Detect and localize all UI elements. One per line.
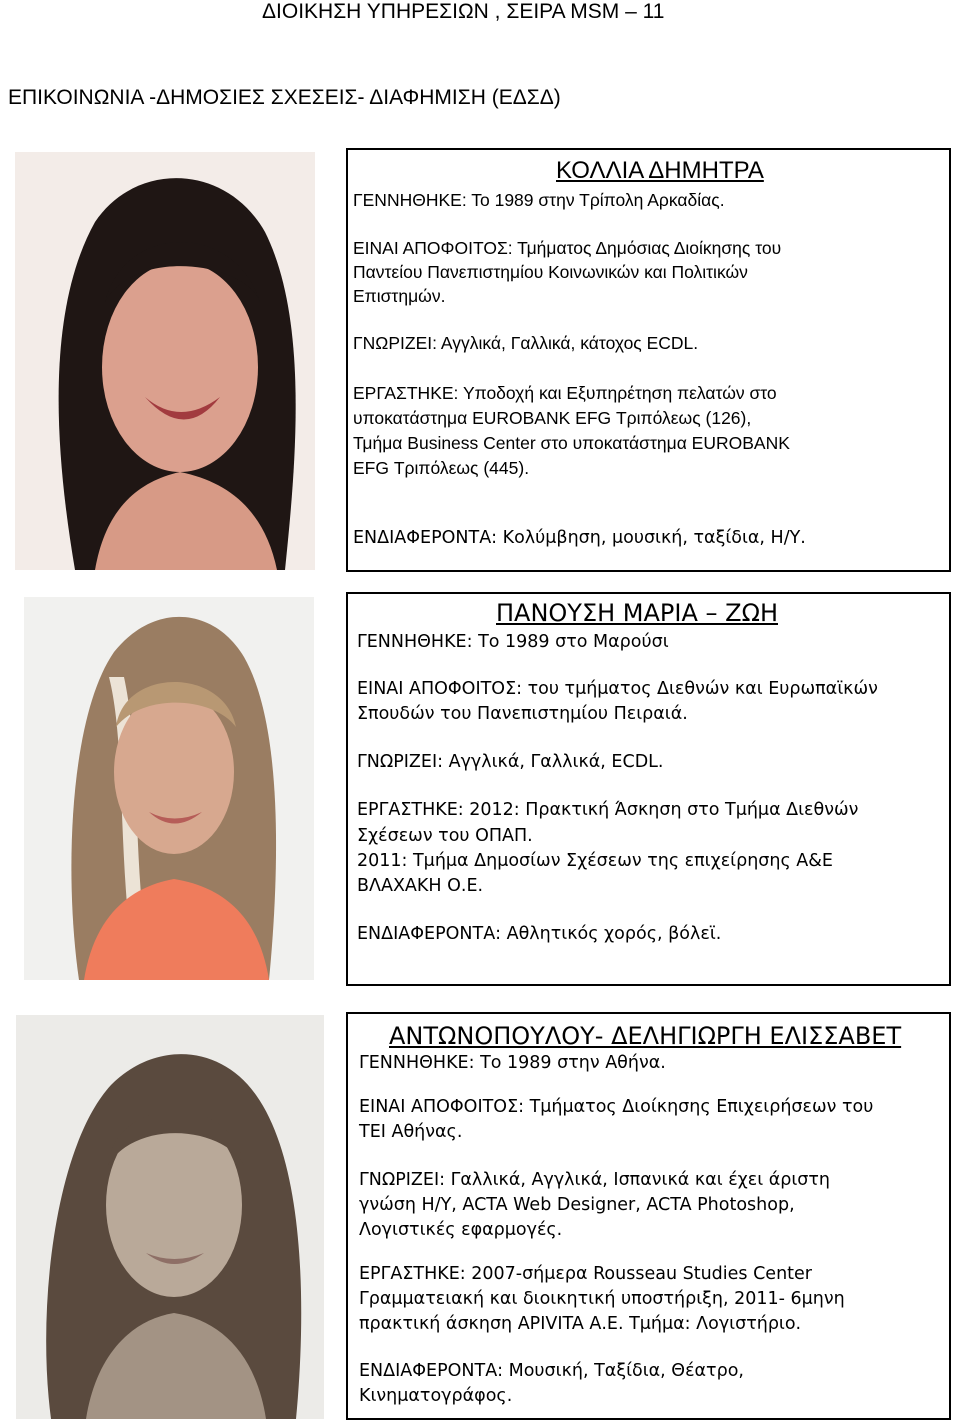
profile-work-cont: Σχέσεων του ΟΠΑΠ. bbox=[357, 826, 533, 846]
profile-name: ΚΟΛΛΙΑ ΔΗΜΗΤΡΑ bbox=[556, 157, 764, 184]
profile-interests: ΕΝΔΙΑΦΕΡΟΝΤΑ: Αθλητικός χορός, βόλεϊ. bbox=[357, 924, 722, 944]
profile-education-cont: Επιστημών. bbox=[353, 286, 446, 306]
profile-work-cont: Τμήμα Business Center στο υποκατάστημα EUROBANK bbox=[353, 433, 790, 453]
profile-birth: ΓΕΝΝΗΘΗΚΕ: Το 1989 στην Τρίπολη Αρκαδίας. bbox=[353, 190, 725, 210]
profile-skills-cont: Λογιστικές εφαρμογές. bbox=[359, 1220, 563, 1240]
profile-skills-cont: γνώση Η/Υ, ACTA Web Designer, ACTA Photoshop, bbox=[359, 1195, 795, 1215]
profile-interests: ΕΝΔΙΑΦΕΡΟΝΤΑ: Κολύμβηση, μουσική, ταξίδια, Η/Υ. bbox=[353, 528, 806, 548]
profile-education: ΕΙΝΑΙ ΑΠΟΦΟΙΤΟΣ: Τμήματος Δημόσιας Διοίκησης του bbox=[353, 238, 782, 258]
profile-education-cont: ΤΕΙ Αθήνας. bbox=[359, 1122, 463, 1142]
profile-work-cont: EFG Τριπόλεως (445). bbox=[353, 458, 530, 478]
profile-photo bbox=[24, 597, 314, 980]
profile-education-cont: Σπουδών του Πανεπιστημίου Πειραιά. bbox=[357, 704, 688, 724]
document-title: ΔΙΟΙΚΗΣΗ ΥΠΗΡΕΣΙΩΝ , ΣΕΙΡΑ MSM – 11 bbox=[262, 0, 665, 23]
profile-interests-cont: Κινηματογράφος. bbox=[359, 1386, 513, 1406]
profile-photo bbox=[15, 152, 315, 570]
profile-work: ΕΡΓΑΣΤΗΚΕ: 2007-σήμερα Rousseau Studies Center bbox=[359, 1264, 812, 1284]
profile-skills: ΓΝΩΡΙΖΕΙ: Γαλλικά, Αγγλικά, Ισπανικά και έχει άριστη bbox=[359, 1170, 830, 1190]
profile-interests: ΕΝΔΙΑΦΕΡΟΝΤΑ: Μουσική, Ταξίδια, Θέατρο, bbox=[359, 1361, 744, 1381]
profile-education-cont: Παντείου Πανεπιστημίου Κοινωνικών και Πολιτικών bbox=[353, 262, 748, 282]
profile-education: ΕΙΝΑΙ ΑΠΟΦΟΙΤΟΣ: Τμήματος Διοίκησης Επιχειρήσεων του bbox=[359, 1097, 874, 1117]
profile-birth: ΓΕΝΝΗΘΗΚΕ: Το 1989 στην Αθήνα. bbox=[359, 1053, 666, 1073]
profile-work: ΕΡΓΑΣΤΗΚΕ: 2012: Πρακτική Άσκηση στο Τμήμα Διεθνών bbox=[357, 800, 859, 820]
profile-work-cont: υποκατάστημα EUROBANK EFG Τριπόλεως (126), bbox=[353, 408, 752, 428]
profile-birth: ΓΕΝΝΗΘΗΚΕ: Το 1989 στο Μαρούσι bbox=[357, 632, 669, 652]
profile-work-cont: Γραμματειακή και διοικητική υποστήριξη, 2011- 6μηνη bbox=[359, 1289, 845, 1309]
document-subtitle: ΕΠΙΚΟΙΝΩΝΙΑ -ΔΗΜΟΣΙΕΣ ΣΧΕΣΕΙΣ- ΔΙΑΦΗΜΙΣΗ (ΕΔΣΔ) bbox=[8, 86, 561, 109]
profile-education: ΕΙΝΑΙ ΑΠΟΦΟΙΤΟΣ: του τμήματος Διεθνών και Ευρωπαϊκών bbox=[357, 679, 878, 699]
profile-name: ΑΝΤΩΝΟΠΟΥΛΟΥ- ΔΕΛΗΓΙΩΡΓΗ ΕΛΙΣΣΑΒΕΤ bbox=[389, 1022, 902, 1050]
profile-work-cont: 2011: Τμήμα Δημοσίων Σχέσεων της επιχείρησης Α&Ε bbox=[357, 851, 833, 871]
profile-skills: ΓΝΩΡΙΖΕΙ: Αγγλικά, Γαλλικά, κάτοχος ECDL. bbox=[353, 333, 699, 353]
profile-work: ΕΡΓΑΣΤΗΚΕ: Υποδοχή και Εξυπηρέτηση πελατών στο bbox=[353, 383, 777, 403]
profile-work-cont: πρακτική άσκηση APIVITA Α.Ε. Τμήμα: Λογιστήριο. bbox=[359, 1314, 802, 1334]
profile-work-cont: ΒΛΑΧΑΚΗ Ο.Ε. bbox=[357, 876, 484, 896]
profile-photo bbox=[16, 1015, 324, 1419]
profile-skills: ΓΝΩΡΙΖΕΙ: Αγγλικά, Γαλλικά, ECDL. bbox=[357, 752, 664, 772]
profile-name: ΠΑΝΟΥΣΗ ΜΑΡΙΑ – ΖΩΗ bbox=[496, 599, 778, 627]
